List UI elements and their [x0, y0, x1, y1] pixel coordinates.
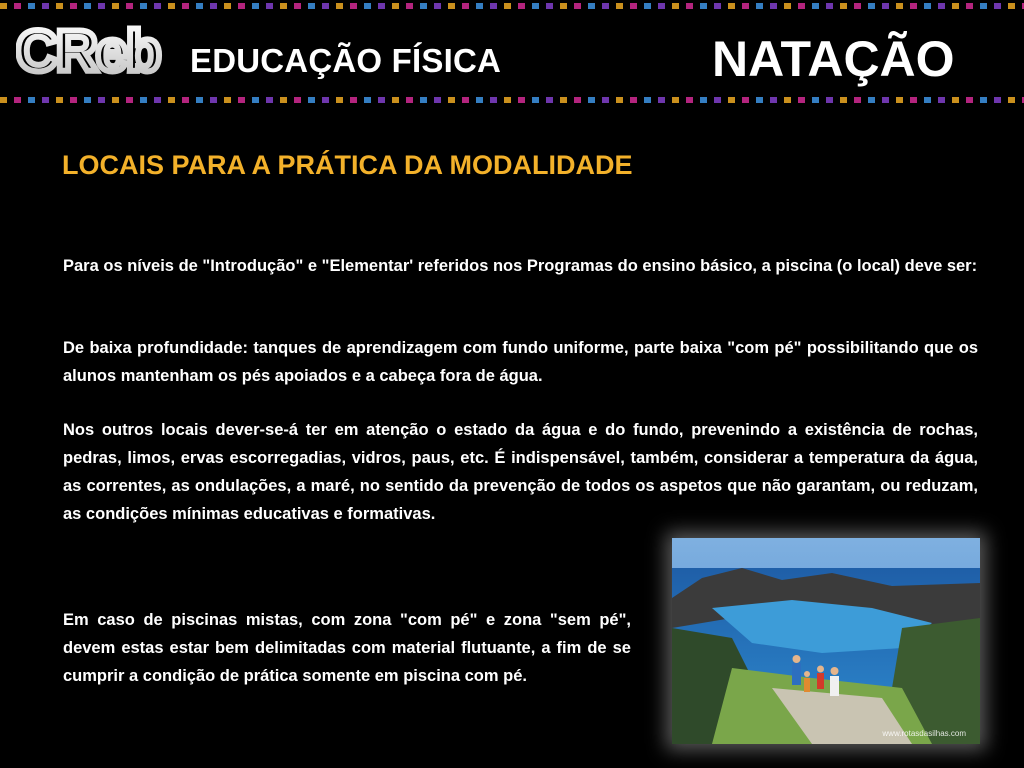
subject-title: EDUCAÇÃO FÍSICA [190, 42, 502, 79]
paragraph-mixed-pools: Em caso de piscinas mistas, com zona "com pé" e zona "sem pé", devem estas estar bem delimitadas com material flutuante, a fim de se cumprir a condição de prática somente em piscina com pé. [63, 611, 631, 685]
topic-title: NATAÇÃO [712, 31, 955, 87]
paragraph-other-locations: Nos outros locais dever-se-á ter em atenção o estado da água e do fundo, prevenindo a existência de rochas, pedras, limos, ervas escorregadias, vidros, paus, etc. É indispensável, também, considerar a temperatura da água, as correntes, as ondulações, a maré, no sentido da prevenção de todos os aspetos que não garantam, ou reduzam, as condições mínimas educativas e formativas. [63, 421, 978, 523]
paragraph-intro: Para os níveis de "Introdução" e "Elementar' referidos nos Programas do ensino básico, a piscina (o local) deve ser: [63, 257, 978, 275]
photo-watermark: www.rotasdasilhas.com [882, 729, 966, 738]
decorative-dotted-border-bottom [0, 97, 1024, 103]
creb-logo [16, 24, 182, 80]
svg-text:CReb: CReb [16, 24, 160, 80]
natural-pool-photo [672, 538, 980, 744]
section-title: LOCAIS PARA A PRÁTICA DA MODALIDADE [62, 150, 633, 180]
decorative-dotted-border-top [0, 3, 1024, 9]
paragraph-shallow-depth: De baixa profundidade: tanques de aprendizagem com fundo uniforme, parte baixa "com pé" possibilitando que os alunos mantenham os pés apoiados e a cabeça fora de água. [63, 339, 978, 385]
